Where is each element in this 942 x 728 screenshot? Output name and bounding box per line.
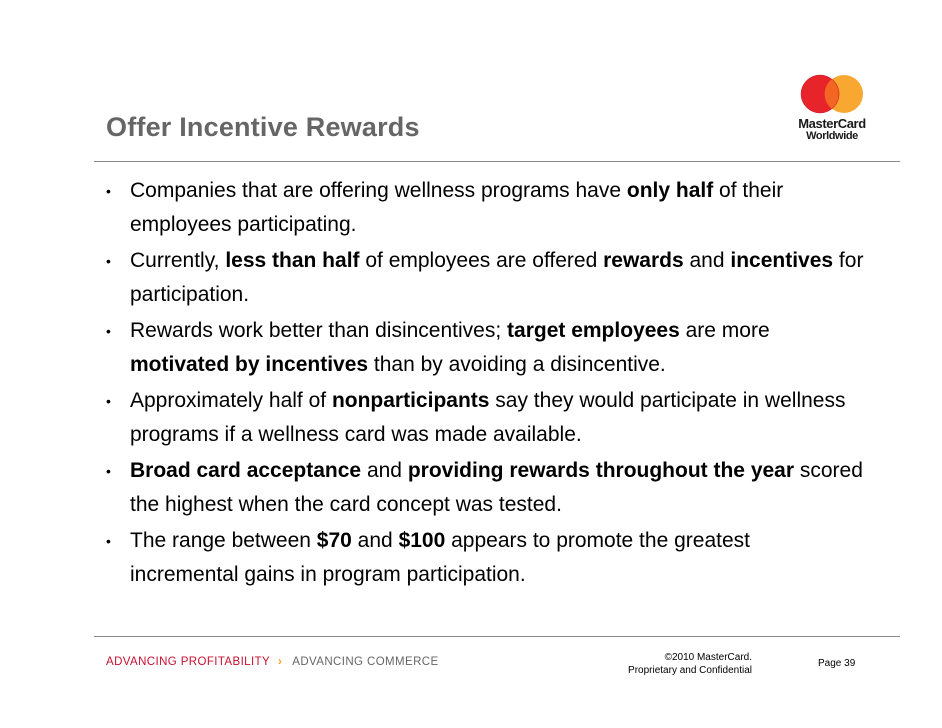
- bullet-dot-icon: •: [106, 253, 111, 269]
- bullet-dot-icon: •: [106, 323, 111, 339]
- bullet-emphasis: motivated by incentives: [130, 353, 369, 376]
- footer-copyright: [600, 651, 752, 677]
- bullet-emphasis: rewards: [603, 249, 684, 272]
- logo-text-worldwide: Worldwide: [806, 130, 858, 142]
- bullet-item: [104, 524, 864, 592]
- bullet-item: [104, 384, 864, 452]
- bullet-item: [104, 314, 864, 382]
- footer-arrow-icon: ›: [278, 656, 283, 668]
- bullet-text: than by avoiding a disincentive.: [368, 353, 666, 376]
- bullet-text: Approximately half of: [130, 389, 332, 412]
- bullet-text: and: [683, 249, 731, 272]
- slide-title: Offer Incentive Rewards: [106, 112, 420, 142]
- bullet-text: are more: [679, 319, 770, 342]
- title-divider: [94, 161, 900, 162]
- logo-text-mastercard: MasterCard: [798, 116, 866, 131]
- bullet-text: The range between: [130, 529, 317, 552]
- bullet-list: [104, 174, 864, 594]
- bullet-item: [104, 244, 864, 312]
- bullet-text: of their employees participating.: [130, 179, 784, 236]
- bullet-text: say they would participate in wellness programs if a wellness card was made available.: [130, 389, 846, 446]
- bullet-text: Companies that are offering wellness programs have: [130, 179, 627, 202]
- bullet-text: of employees are offered: [359, 249, 604, 272]
- bullet-text: scored the highest when the card concept was tested.: [130, 459, 863, 516]
- mastercard-logo: [790, 72, 874, 146]
- copyright-line: ©2010 MasterCard.: [664, 652, 752, 663]
- footer-tagline-primary: ADVANCING PROFITABILITY: [106, 656, 271, 668]
- bullet-dot-icon: •: [106, 533, 111, 549]
- bullet-item: [104, 174, 864, 242]
- footer-tagline: [106, 656, 439, 668]
- bullet-text: Rewards work better than disincentives;: [130, 319, 508, 342]
- bullet-emphasis: target employees: [507, 319, 680, 342]
- bullet-dot-icon: •: [106, 183, 111, 199]
- footer-tagline-secondary: ADVANCING COMMERCE: [292, 656, 439, 668]
- footer-divider: [94, 636, 900, 637]
- bullet-text: for participation.: [130, 249, 864, 306]
- bullet-item: [104, 454, 864, 522]
- bullet-emphasis: providing rewards throughout the year: [407, 459, 795, 482]
- bullet-emphasis: $70: [316, 529, 352, 552]
- bullet-emphasis: Broad card acceptance: [130, 459, 362, 482]
- bullet-text: Currently,: [130, 249, 226, 272]
- bullet-text: appears to promote the greatest incremental gains in program participation.: [130, 529, 750, 586]
- bullet-emphasis: only half: [626, 179, 714, 202]
- page-number: Page 39: [818, 658, 856, 669]
- bullet-text: and: [351, 529, 399, 552]
- bullet-emphasis: $100: [398, 529, 446, 552]
- bullet-dot-icon: •: [106, 463, 111, 479]
- bullet-dot-icon: •: [106, 393, 111, 409]
- bullet-emphasis: incentives: [730, 249, 834, 272]
- mastercard-circles-icon: [790, 72, 874, 120]
- bullet-text: and: [361, 459, 408, 482]
- bullet-emphasis: less than half: [225, 249, 360, 272]
- bullet-emphasis: nonparticipants: [331, 389, 490, 412]
- confidential-line: Proprietary and Confidential: [628, 665, 752, 676]
